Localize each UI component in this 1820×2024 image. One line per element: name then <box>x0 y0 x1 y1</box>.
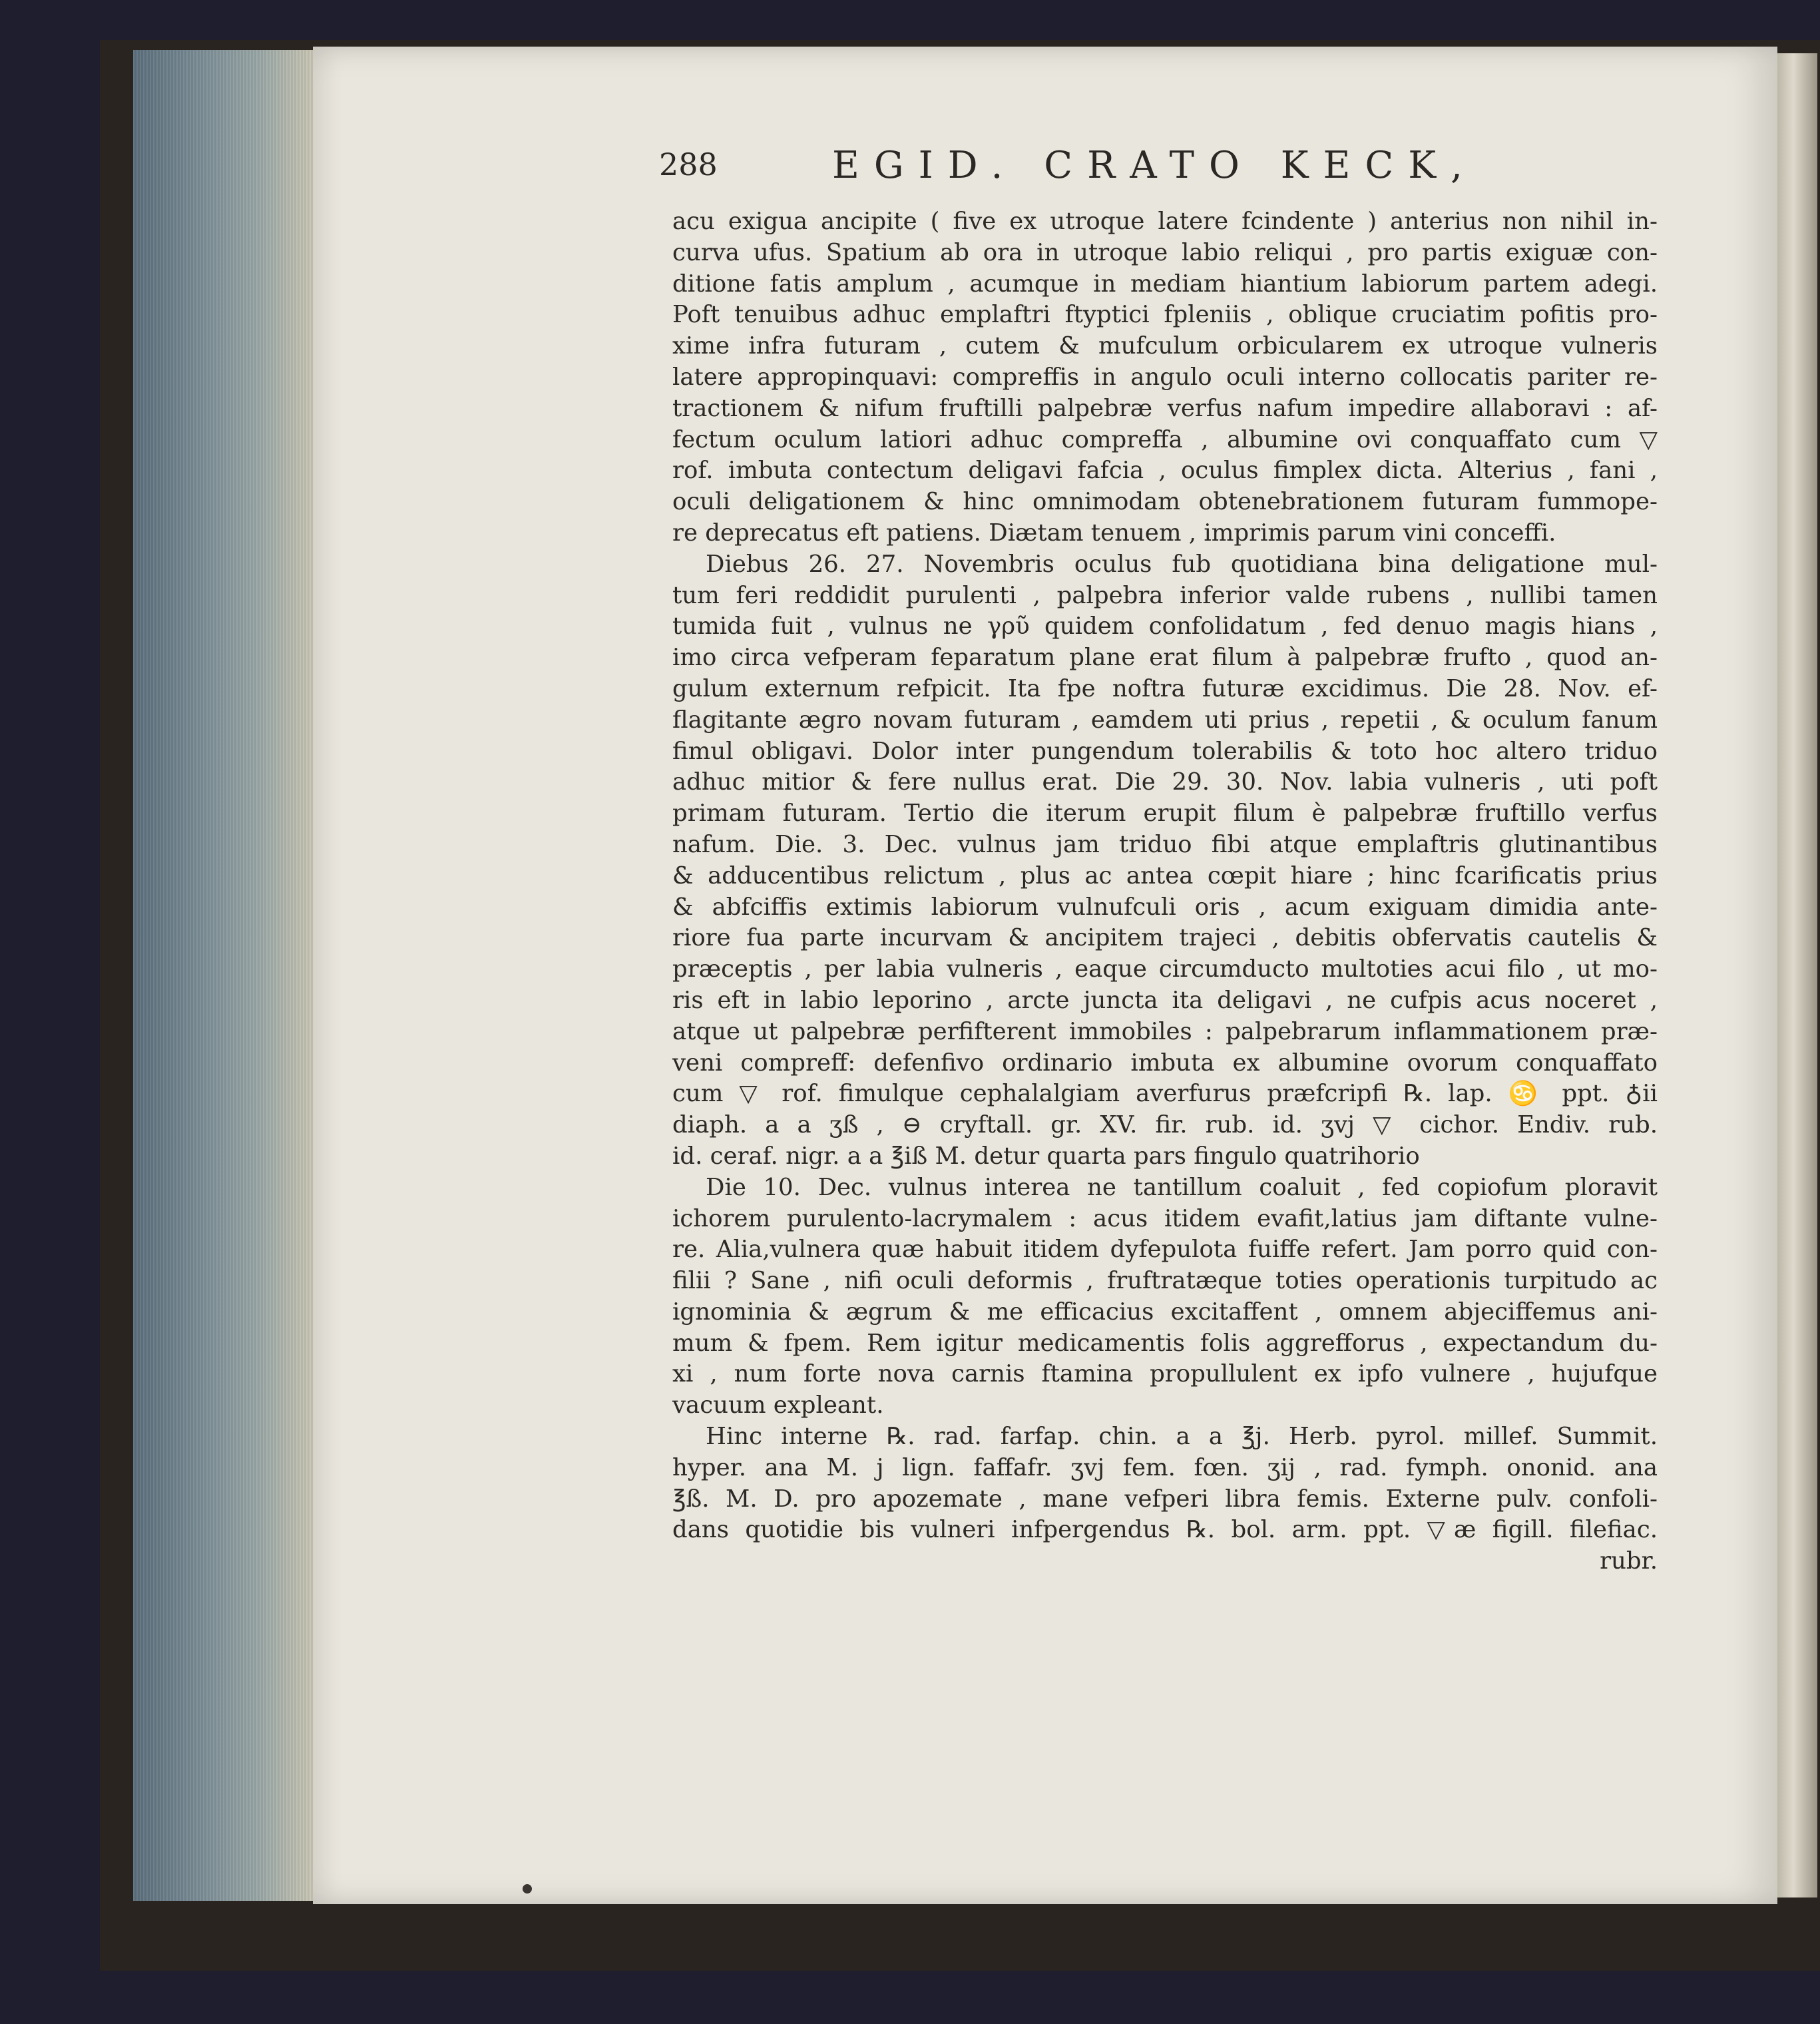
body-text <box>672 206 1658 1577</box>
text-line: id. ceraf. nigr. a a ℥iß M. detur quarta pars fingulo quatrihorio <box>672 1142 1420 1170</box>
text-line: fimul obligavi. Dolor inter pungendum tolerabilis & toto hoc altero triduo <box>672 737 1658 765</box>
text-line: gulum externum refpicit. Ita fpe noftra futuræ excidimus. Die 28. Nov. ef- <box>672 674 1658 702</box>
text-line: latere appropinquavi: compreffis in angulo oculi interno collocatis pariter re- <box>672 363 1658 391</box>
running-head: EGID. CRATO KECK, <box>832 144 1477 187</box>
text-line: xime infra futuram , cutem & mufculum orbicularem ex utroque vulneris <box>672 332 1658 360</box>
text-line: ichorem purulento-lacrymalem : acus itidem evafit,latius jam diftante vulne- <box>672 1204 1658 1232</box>
text-line: præceptis , per labia vulneris , eaque circumducto multoties acui filo , ut mo- <box>672 955 1658 983</box>
catchword: rubr. <box>1600 1547 1658 1575</box>
text-line: Die 10. Dec. vulnus interea ne tantillum coaluit , fed copiofum ploravit <box>706 1173 1658 1201</box>
text-line: adhuc mitior & fere nullus erat. Die 29. 30. Nov. labia vulneris , uti poft <box>672 768 1658 796</box>
text-line: tum feri reddidit purulenti , palpebra inferior valde rubens , nullibi tamen <box>672 581 1658 609</box>
page-number: 288 <box>659 146 718 182</box>
text-line: imo circa vefperam feparatum plane erat filum à palpebræ frufto , quod an- <box>672 644 1658 672</box>
text-line: tumida fuit , vulnus ne γρῦ quidem confolidatum , fed denuo magis hians , <box>672 613 1658 640</box>
text-line: atque ut palpebræ perfifterent immobiles : palpebrarum inflammationem præ- <box>672 1017 1658 1045</box>
ink-spot <box>523 1884 532 1894</box>
text-line: riore fua parte incurvam & ancipitem trajeci , debitis obfervatis cautelis & <box>672 924 1658 952</box>
text-line: re deprecatus eft patiens. Diætam tenuem , imprimis parum vini conceffi. <box>672 519 1556 547</box>
text-line: & adducentibus relictum , plus ac antea cœpit hiare ; hinc fcarificatis prius <box>672 862 1658 889</box>
text-line: cum ▽ rof. fimulque cephalalgiam averfurus præfcripfi ℞. lap. ♋ ppt. ♁ii <box>672 1080 1658 1108</box>
text-line: filii ? Sane , nifi oculi deformis , fruftratæque toties operationis turpitudo ac <box>672 1267 1658 1295</box>
text-line: curva ufus. Spatium ab ora in utroque labio reliqui , pro partis exiguæ con- <box>672 238 1658 266</box>
text-line: acu exigua ancipite ( five ex utroque latere fcindente ) anterius non nihil in- <box>672 208 1658 235</box>
text-line: Hinc interne ℞. rad. farfap. chin. a a ℥j. Herb. pyrol. millef. Summit. <box>706 1423 1658 1451</box>
text-line: flagitante ægro novam futuram , eamdem uti prius , repetii , & oculum fanum <box>672 706 1658 734</box>
page-header <box>659 146 1671 200</box>
text-line: Poft tenuibus adhuc emplaftri ftyptici fpleniis , oblique cruciatim pofitis pro- <box>672 301 1658 329</box>
text-line: ignominia & ægrum & me efficacius excitaffent , omnem abjeciffemus ani- <box>672 1298 1658 1326</box>
text-line: nafum. Die. 3. Dec. vulnus jam triduo fibi atque emplaftris glutinantibus <box>672 830 1658 858</box>
text-line: dans quotidie bis vulneri infpergendus ℞. bol. arm. ppt. ▽æ figill. filefiac. <box>672 1516 1658 1544</box>
text-line: oculi deligationem & hinc omnimodam obtenebrationem futuram fummope- <box>672 488 1658 516</box>
text-line: ris eft in labio leporino , arcte juncta ita deligavi , ne cufpis acus noceret , <box>672 986 1658 1014</box>
text-line: ℥ß. M. D. pro apozemate , mane vefperi libra femis. Externe pulv. confoli- <box>672 1485 1658 1513</box>
text-line: Diebus 26. 27. Novembris oculus fub quotidiana bina deligatione mul- <box>706 550 1658 578</box>
text-line: fectum oculum latiori adhuc compreffa , albumine ovi conquaffato cum ▽ <box>672 425 1658 453</box>
text-line: tractionem & nifum fruftilli palpebræ verfus nafum impedire allaboravi : af- <box>672 394 1658 422</box>
text-line: hyper. ana M. j lign. faffafr. ʒvj fem. fœn. ʒij , rad. fymph. ononid. ana <box>672 1453 1658 1481</box>
book-fore-edge <box>133 50 315 1901</box>
text-line: mum & fpem. Rem igitur medicamentis folis aggrefforus , expectandum du- <box>672 1329 1658 1357</box>
text-line: re. Alia,vulnera quæ habuit itidem dyfepulota fuiffe refert. Jam porro quid con- <box>672 1236 1658 1264</box>
text-line: xi , num forte nova carnis ftamina propullulent ex ipfo vulnere , hujufque <box>672 1360 1658 1388</box>
text-line: vacuum expleant. <box>672 1392 884 1419</box>
text-line: rof. imbuta contectum deligavi fafcia , oculus fimplex dicta. Alterius , fani , <box>672 457 1658 485</box>
text-line: veni compreff: defenfivo ordinario imbuta ex albumine ovorum conquaffato <box>672 1049 1658 1077</box>
text-line: & abfciffis extimis labiorum vulnufculi oris , acum exiguam dimidia ante- <box>672 893 1658 921</box>
facing-page-edge <box>1777 53 1817 1898</box>
text-line: diaph. a a ʒß , ⊖ cryftall. gr. XV. fir. rub. id. ʒvj ▽ cichor. Endiv. rub. <box>672 1111 1658 1139</box>
text-line: primam futuram. Tertio die iterum erupit filum è palpebræ fruftillo verfus <box>672 800 1658 828</box>
text-line: ditione fatis amplum , acumque in mediam hiantium labiorum partem adegi. <box>672 270 1658 298</box>
